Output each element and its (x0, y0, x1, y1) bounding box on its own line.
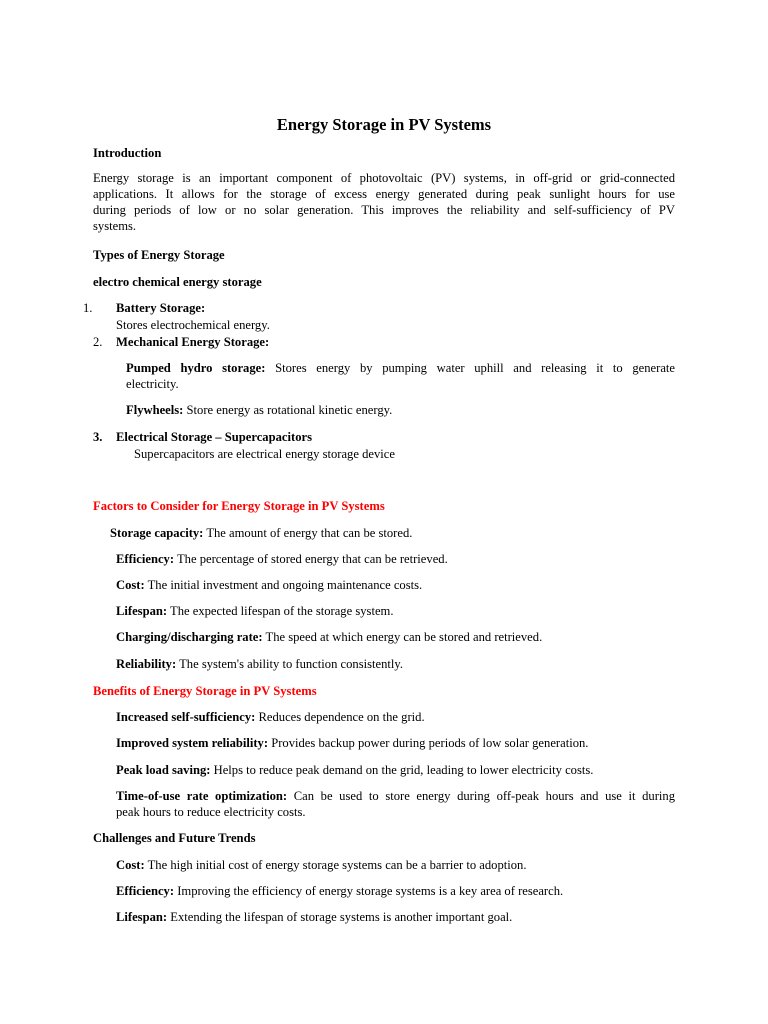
item3-label: Electrical Storage – Supercapacitors (116, 430, 312, 444)
factor-text: The amount of energy that can be stored. (206, 526, 413, 540)
challenge-label: Efficiency: (116, 884, 175, 898)
flywheels-text: Store energy as rotational kinetic energy. (186, 403, 393, 417)
factor-text: The expected lifespan of the storage system. (170, 604, 394, 618)
factor-label: Charging/discharging rate: (116, 630, 263, 644)
intro-line-3: during periods of low or no solar generation. This improves the reliability and self-sufficiency of PV (93, 203, 675, 217)
benefit-text: Provides backup power during periods of low solar generation. (271, 736, 589, 750)
benefits-heading: Benefits of Energy Storage in PV Systems (93, 684, 317, 698)
challenge-label: Cost: (116, 858, 145, 872)
types-subheading: electro chemical energy storage (93, 275, 262, 289)
tou-label: Time-of-use rate optimization: (116, 789, 288, 803)
item2-number: 2. (93, 335, 103, 349)
benefit-label: Improved system reliability: (116, 736, 269, 750)
factor-label: Storage capacity: (110, 526, 204, 540)
item1-label: Battery Storage: (116, 301, 206, 315)
item3-text: Supercapacitors are electrical energy storage device (134, 447, 395, 461)
intro-line-4: systems. (93, 219, 137, 233)
factor-text: The percentage of stored energy that can be retrieved. (176, 552, 448, 566)
benefit-text: Reduces dependence on the grid. (258, 710, 425, 724)
item1-number: 1. (83, 301, 93, 315)
intro-line-1: Energy storage is an important component of photovoltaic (PV) systems, in off-grid or grid-connected (93, 171, 675, 185)
challenge-item (116, 909, 512, 925)
factor-label: Efficiency: (116, 552, 175, 566)
factor-item (116, 603, 393, 619)
pumped-hydro-label: Pumped hydro storage: (126, 361, 266, 375)
pumped-hydro-text: Stores energy by pumping water uphill and releasing it to generate (275, 361, 676, 375)
tou-line-2: peak hours to reduce electricity costs. (116, 805, 306, 819)
benefit-text: Helps to reduce peak demand on the grid, leading to lower electricity costs. (213, 763, 594, 777)
flywheels-label: Flywheels: (126, 403, 184, 417)
challenge-text: The high initial cost of energy storage systems can be a barrier to adoption. (147, 858, 527, 872)
factor-text: The initial investment and ongoing maintenance costs. (147, 578, 423, 592)
challenge-text: Improving the efficiency of energy storage systems is a key area of research. (177, 884, 564, 898)
pumped-hydro-item (126, 360, 675, 392)
benefit-item (116, 762, 593, 778)
benefit-item (116, 709, 425, 725)
document-title: Energy Storage in PV Systems (276, 115, 492, 134)
benefit-label: Increased self-sufficiency: (116, 710, 256, 724)
benefit-item-tou (116, 788, 675, 820)
benefit-label: Peak load saving: (116, 763, 211, 777)
factor-item (110, 525, 412, 541)
item1-text: Stores electrochemical energy. (116, 318, 270, 332)
factor-label: Lifespan: (116, 604, 168, 618)
intro-line-2: applications. It allows for the storage of excess energy generated during peak sunlight hours for use (93, 187, 675, 201)
tou-text: Can be used to store energy during off-peak hours and use it during (293, 789, 675, 803)
tou-line-1 (116, 788, 675, 804)
intro-paragraph (93, 170, 675, 234)
factor-item (116, 551, 448, 567)
factors-heading: Factors to Consider for Energy Storage in PV Systems (93, 499, 385, 513)
factor-item (116, 577, 422, 593)
factor-item (116, 629, 542, 645)
item2-label: Mechanical Energy Storage: (116, 335, 270, 349)
intro-heading: Introduction (93, 146, 162, 160)
factor-item (116, 656, 403, 672)
factor-text: The speed at which energy can be stored and retrieved. (265, 630, 543, 644)
challenge-item (116, 883, 563, 899)
pumped-hydro-line-2: electricity. (126, 377, 179, 391)
item3-number: 3. (93, 430, 103, 444)
factor-label: Cost: (116, 578, 145, 592)
challenge-label: Lifespan: (116, 910, 168, 924)
factor-text: The system's ability to function consistently. (179, 657, 404, 671)
pumped-hydro-line-1 (126, 360, 675, 376)
factor-label: Reliability: (116, 657, 177, 671)
types-heading: Types of Energy Storage (93, 248, 225, 262)
challenges-heading: Challenges and Future Trends (93, 831, 256, 845)
challenge-text: Extending the lifespan of storage systems is another important goal. (170, 910, 513, 924)
challenge-item (116, 857, 526, 873)
flywheels-item (126, 402, 392, 418)
benefit-item (116, 735, 588, 751)
